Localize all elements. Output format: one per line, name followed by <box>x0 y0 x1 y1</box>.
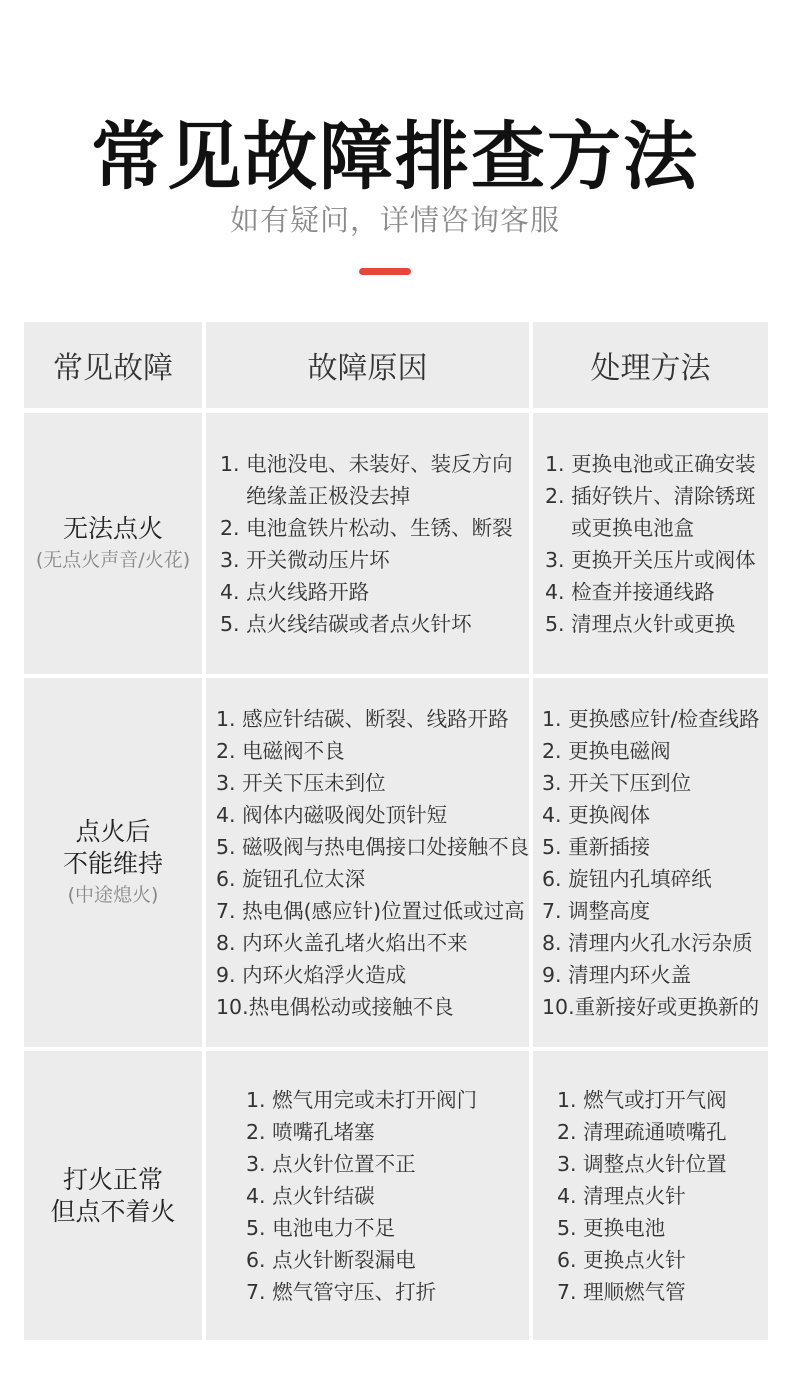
list-item: 4. 阀体内磁吸阀处顶针短 <box>216 802 448 827</box>
list-item: 4. 点火线路开路 <box>220 579 370 604</box>
list-item: 1. 更换电池或正确安装 <box>545 451 756 476</box>
list-item: 2. 电磁阀不良 <box>216 738 345 763</box>
solution-list-1 <box>533 413 768 674</box>
page-title: 常见故障排查方法 <box>91 114 699 200</box>
list-item: 1. 燃气或打开气阀 <box>557 1087 727 1112</box>
list-item: 或更换电池盒 <box>545 515 695 540</box>
list-item: 3. 调整点火针位置 <box>557 1151 727 1176</box>
list-item: 2. 更换电磁阀 <box>542 738 671 763</box>
column-header-fault: 常见故障 <box>24 322 202 408</box>
fault-name: 打火正常 但点不着火 <box>50 1164 176 1226</box>
list-item: 5. 电池电力不足 <box>246 1215 396 1240</box>
list-item: 5. 重新插接 <box>542 834 651 859</box>
list-item: 4. 点火针结碳 <box>246 1183 375 1208</box>
page-subtitle: 如有疑问，详情咨询客服 <box>229 203 560 237</box>
list-item: 4. 检查并接通线路 <box>545 579 715 604</box>
fault-name: 无法点火 <box>62 513 163 543</box>
list-item: 7. 调整高度 <box>542 898 651 923</box>
list-item: 3. 点火针位置不正 <box>246 1151 416 1176</box>
list-item: 6. 点火针断裂漏电 <box>246 1247 416 1272</box>
column-header-cause: 故障原因 <box>206 322 529 408</box>
list-item: 绝缘盖正极没去掉 <box>220 483 411 508</box>
list-item: 10.重新接好或更换新的 <box>542 994 760 1019</box>
list-item: 1. 感应针结碳、断裂、线路开路 <box>216 706 509 731</box>
list-item: 7. 燃气管守压、打折 <box>246 1279 437 1304</box>
cause-list-1 <box>206 413 529 674</box>
list-item: 6. 更换点火针 <box>557 1247 686 1272</box>
list-item: 3. 开关下压到位 <box>542 770 692 795</box>
list-item: 2. 喷嘴孔堵塞 <box>246 1119 375 1144</box>
list-item: 1. 燃气用完或未打开阀门 <box>246 1087 478 1112</box>
list-item: 7. 理顺燃气管 <box>557 1279 686 1304</box>
list-item: 3. 开关微动压片坏 <box>220 547 390 572</box>
fault-cell-2 <box>24 678 202 1047</box>
column-header-solution: 处理方法 <box>533 322 768 408</box>
list-item: 4. 更换阀体 <box>542 802 651 827</box>
troubleshooting-table <box>24 322 768 1340</box>
list-item: 10.热电偶松动或接触不良 <box>216 994 454 1019</box>
list-item: 3. 开关下压未到位 <box>216 770 386 795</box>
list-item: 6. 旋钮孔位太深 <box>216 866 366 891</box>
list-item: 1. 更换感应针/检查线路 <box>542 706 760 731</box>
list-item: 5. 磁吸阀与热电偶接口处接触不良 <box>216 834 530 859</box>
list-item: 5. 更换电池 <box>557 1215 666 1240</box>
list-item: 8. 清理内火孔水污杂质 <box>542 930 753 955</box>
list-item: 9. 内环火焰浮火造成 <box>216 962 407 987</box>
solution-list-3 <box>533 1051 768 1340</box>
fault-note: (中途熄火) <box>67 883 159 906</box>
list-item: 7. 热电偶(感应针)位置过低或过高 <box>216 898 525 923</box>
list-item: 2. 插好铁片、清除锈斑 <box>545 483 756 508</box>
fault-name: 点火后 不能维持 <box>62 816 163 878</box>
list-item: 3. 更换开关压片或阀体 <box>545 547 756 572</box>
cause-list-3 <box>206 1051 529 1340</box>
list-item: 9. 清理内环火盖 <box>542 962 692 987</box>
list-item: 5. 点火线结碳或者点火针坏 <box>220 611 472 636</box>
cause-list-2 <box>206 678 529 1047</box>
list-item: 6. 旋钮内孔填碎纸 <box>542 866 712 891</box>
fault-note: (无点火声音/火花) <box>35 548 191 571</box>
list-item: 8. 内环火盖孔堵火焰出不来 <box>216 930 468 955</box>
accent-divider <box>359 268 411 275</box>
list-item: 5. 清理点火针或更换 <box>545 611 736 636</box>
list-item: 4. 清理点火针 <box>557 1183 686 1208</box>
solution-list-2 <box>533 678 768 1047</box>
list-item: 2. 清理疏通喷嘴孔 <box>557 1119 727 1144</box>
fault-cell-3 <box>24 1051 202 1340</box>
list-item: 1. 电池没电、未装好、装反方向 <box>220 451 513 476</box>
list-item: 2. 电池盒铁片松动、生锈、断裂 <box>220 515 513 540</box>
fault-cell-1 <box>24 413 202 674</box>
